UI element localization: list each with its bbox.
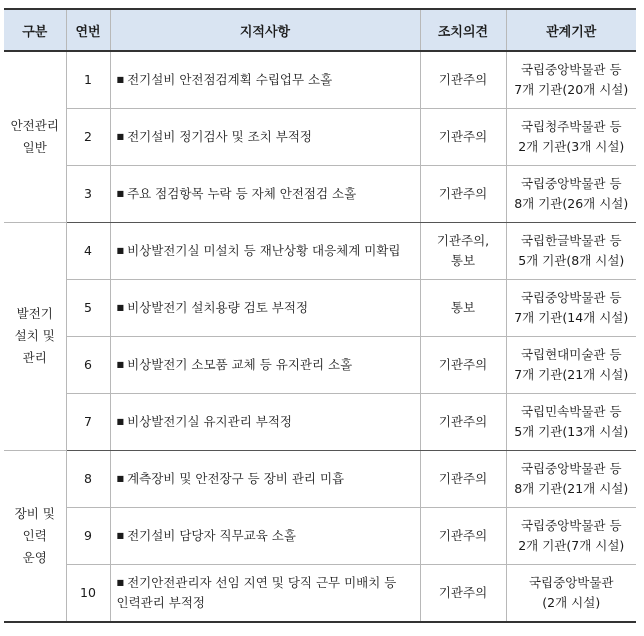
bullet-square-icon: ■ [116, 577, 125, 587]
table-row [4, 279, 636, 336]
header-action: 조치의견 [420, 9, 506, 51]
table-row [4, 222, 636, 279]
audit-findings-table [4, 8, 636, 623]
agency-cell [506, 51, 636, 108]
agency-line-2: 5개 기관(13개 시설) [514, 423, 629, 439]
action-cell: 기관주의 [420, 336, 506, 393]
agency-cell [506, 222, 636, 279]
agency-line-2: 8개 기관(26개 시설) [514, 195, 629, 211]
row-number: 6 [66, 336, 110, 393]
action-cell: 기관주의, 통보 [420, 222, 506, 279]
agency-cell [506, 450, 636, 507]
finding-text: 비상발전기 설치용량 검토 부적정 [127, 299, 309, 315]
category-cell: 발전기 설치 및 관리 [4, 222, 66, 450]
agency-cell [506, 336, 636, 393]
finding-cell [110, 507, 420, 564]
finding-cell [110, 564, 420, 622]
action-cell: 기관주의 [420, 450, 506, 507]
agency-cell [506, 564, 636, 622]
header-agency: 관계기관 [506, 9, 636, 51]
action-cell: 기관주의 [420, 564, 506, 622]
category-cell: 안전관리 일반 [4, 51, 66, 222]
finding-cell [110, 165, 420, 222]
action-cell: 기관주의 [420, 507, 506, 564]
action-cell: 통보 [420, 279, 506, 336]
finding-cell [110, 393, 420, 450]
agency-line-1: 국립중앙박물관 등 [520, 175, 622, 191]
table-row [4, 393, 636, 450]
table-row [4, 336, 636, 393]
row-number: 7 [66, 393, 110, 450]
row-number: 9 [66, 507, 110, 564]
row-number: 10 [66, 564, 110, 622]
agency-line-1: 국립현대미술관 등 [520, 346, 622, 362]
agency-line-1: 국립한글박물관 등 [520, 232, 622, 248]
finding-text: 전기설비 담당자 직무교육 소홀 [127, 527, 296, 543]
bullet-square-icon: ■ [116, 188, 125, 198]
bullet-square-icon: ■ [116, 416, 125, 426]
agency-line-1: 국립중앙박물관 등 [520, 460, 622, 476]
table-row [4, 165, 636, 222]
bullet-square-icon: ■ [116, 359, 125, 369]
agency-line-1: 국립청주박물관 등 [520, 118, 622, 134]
agency-cell [506, 165, 636, 222]
row-number: 5 [66, 279, 110, 336]
agency-line-1: 국립민속박물관 등 [520, 403, 622, 419]
bullet-square-icon: ■ [116, 74, 125, 84]
finding-text: 비상발전기실 유지관리 부적정 [127, 413, 292, 429]
row-number: 2 [66, 108, 110, 165]
bullet-square-icon: ■ [116, 530, 125, 540]
finding-text: 비상발전기 소모품 교체 등 유지관리 소홀 [127, 356, 353, 372]
bullet-square-icon: ■ [116, 473, 125, 483]
finding-text: 전기안전관리자 선임 지연 및 당직 근무 미배치 등 인력관리 부적정 [116, 574, 397, 610]
header-finding: 지적사항 [110, 9, 420, 51]
agency-line-1: 국립중앙박물관 [528, 574, 614, 590]
table-row [4, 108, 636, 165]
table-row [4, 51, 636, 108]
agency-line-2: 5개 기관(8개 시설) [518, 252, 625, 268]
bullet-square-icon: ■ [116, 131, 125, 141]
agency-cell [506, 393, 636, 450]
agency-cell [506, 279, 636, 336]
agency-line-2: 7개 기관(14개 시설) [514, 309, 629, 325]
agency-line-2: 7개 기관(20개 시설) [514, 81, 629, 97]
bullet-square-icon: ■ [116, 245, 125, 255]
agency-line-2: 7개 기관(21개 시설) [514, 366, 629, 382]
finding-cell [110, 222, 420, 279]
bullet-square-icon: ■ [116, 302, 125, 312]
finding-text: 주요 점검항목 누락 등 자체 안전점검 소홀 [127, 185, 357, 201]
table-header-row [4, 9, 636, 51]
agency-cell [506, 507, 636, 564]
row-number: 3 [66, 165, 110, 222]
action-cell: 기관주의 [420, 108, 506, 165]
finding-text: 계측장비 및 안전장구 등 장비 관리 미흡 [127, 470, 345, 486]
finding-text: 전기설비 정기검사 및 조치 부적정 [127, 128, 313, 144]
audit-findings-table-wrapper [4, 8, 636, 623]
finding-cell [110, 108, 420, 165]
agency-cell [506, 108, 636, 165]
row-number: 8 [66, 450, 110, 507]
finding-cell [110, 51, 420, 108]
row-number: 1 [66, 51, 110, 108]
finding-cell [110, 450, 420, 507]
action-cell: 기관주의 [420, 393, 506, 450]
agency-line-2: 8개 기관(21개 시설) [514, 480, 629, 496]
table-row [4, 564, 636, 622]
table-row [4, 450, 636, 507]
table-body [4, 51, 636, 622]
category-cell: 장비 및 인력 운영 [4, 450, 66, 622]
finding-text: 전기설비 안전점검계획 수립업무 소홀 [127, 71, 333, 87]
agency-line-1: 국립중앙박물관 등 [520, 517, 622, 533]
header-number: 연번 [66, 9, 110, 51]
finding-cell [110, 279, 420, 336]
row-number: 4 [66, 222, 110, 279]
agency-line-2: 2개 기관(7개 시설) [518, 537, 625, 553]
action-cell: 기관주의 [420, 51, 506, 108]
header-category: 구분 [4, 9, 66, 51]
finding-cell [110, 336, 420, 393]
table-row [4, 507, 636, 564]
agency-line-2: 2개 기관(3개 시설) [518, 138, 625, 154]
finding-text: 비상발전기실 미설치 등 재난상황 대응체계 미확립 [127, 242, 401, 258]
agency-line-1: 국립중앙박물관 등 [520, 289, 622, 305]
agency-line-2: (2개 시설) [542, 594, 601, 610]
agency-line-1: 국립중앙박물관 등 [520, 61, 622, 77]
action-cell: 기관주의 [420, 165, 506, 222]
